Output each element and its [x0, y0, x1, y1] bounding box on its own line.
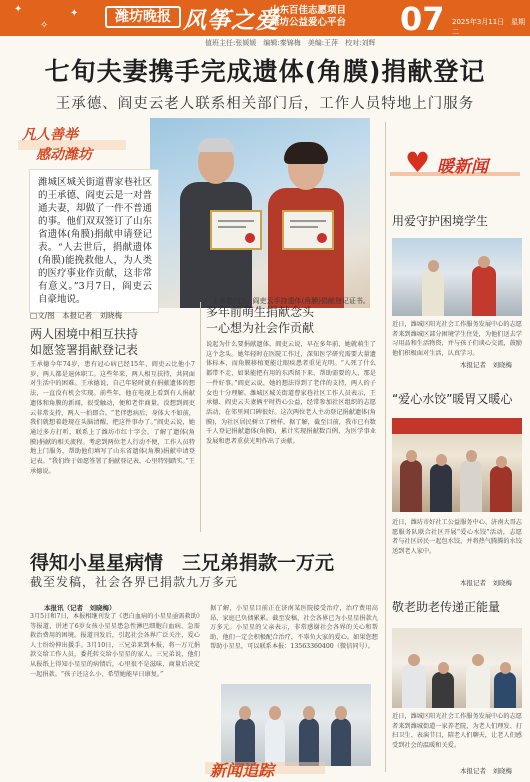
- editor-credits: 值班主任:张媛媛 编辑:秦锦梅 美编:王萍 校对:刘辉: [205, 39, 376, 47]
- sparkle-icon: ✦: [14, 4, 23, 15]
- article-heading: [206, 304, 376, 336]
- masthead-subtitle: [270, 5, 346, 29]
- right-story-body: 近日，潍城区阳光社会工作服务发展中心的志愿者来到潍城区部分困境学生住处，为他们送去学习用品和生活物资，并与孩子们谈心交流，鼓励他们积极面对生活，认真学习。: [392, 321, 522, 357]
- right-story-photo: [392, 418, 522, 512]
- byline: 本报讯（记者 刘晓梅）: [44, 604, 116, 612]
- second-subheadline: 截至发稿，社会各界已捐款九万多元: [30, 575, 239, 589]
- page-number: 07: [400, 0, 445, 38]
- issue-date: 2025年3月11日 星期二: [452, 18, 526, 36]
- article-body: 王承德今年74岁，患有冠心病已经15年，阎吏云比他小7岁，两人都是退休职工。这些年来，两人相互扶持，共同面对生活中的困难。王承德说，自己年轻时就有捐献遗体的想法，一直没有机会实现。前些年，他在电视上看到有人捐献遗体和角膜的新闻，很受触动，便和老伴商量。没想到阎吏云非常支持，两人一拍即合。“老伴患病后，身体大不如前，我们就想着趁现在头脑清醒，把这件事办了。”阎吏云说，她通过多方打听，联系上了潍坊市红十字会，了解了遗体(角膜)捐献的相关流程。考虑到两位老人行动不便，工作人员特地上门服务，帮助他们填写了山东省遗体(角膜)捐献申请登记表。“我们终于如愿签署了捐献登记表，心里特别踏实。”王承德说。: [30, 361, 195, 475]
- sparkle-icon: ✦: [70, 8, 79, 19]
- article-heading: [30, 326, 195, 358]
- warm-news-label: 暖新闻: [437, 157, 488, 177]
- masthead-subtitle-line: 潍坊公益爱心平台: [270, 17, 347, 28]
- badge-line: 凡人善举: [22, 127, 78, 143]
- heart-hands-icon: ♥: [405, 146, 431, 179]
- right-story-credit: 本报记者 刘晓梅: [460, 579, 512, 587]
- main-headline: 七旬夫妻携手完成遗体(角膜)捐献登记: [44, 57, 486, 86]
- right-story-photo: [392, 238, 522, 316]
- right-story-body: 近日，潍坊市好社工公益服务中心、济南大哥志愿服务队联合社区开展“爱心水饺”活动，志愿者与社区居民一起包水饺，并将热气腾腾的水饺送到老人家中。: [392, 519, 522, 555]
- byline: □文/图 本报记者 刘晓梅: [30, 311, 123, 320]
- article-body: 3月5日和7日，本报相继刊发了《患白血病的小星星亟需救助》等报道，讲述了6岁女孩小星星患急性淋巴细胞白血病、急需救治费用的困境。报道刊发后，引起社会各界广泛关注，爱心人士纷纷伸出援手。3月10日，三兄弟来到本报，将一万元捐款交给工作人员，委托转交给小星星的家人。三兄弟说，他们从报纸上得知小星星的病情后，心里很不是滋味，商量后决定一起捐款。“孩子还这么小，希望她能早日康复。”: [30, 613, 200, 678]
- donation-photo: [221, 684, 371, 766]
- second-headline: 得知小星星病情 三兄弟捐款一万元: [30, 552, 335, 574]
- certificate-icon: [210, 210, 262, 250]
- badge-line: 感动潍坊: [36, 147, 92, 163]
- warm-news-logo: [405, 148, 505, 178]
- right-story-body: 近日，潍城区阳光社会工作服务发展中心的志愿者来到潍城街道一家养老院，为老人们理发、打扫卫生、表演节目，陪老人们聊天，让老人们感受到社会的温暖和关爱。: [392, 713, 522, 749]
- right-story-photo: [392, 628, 522, 708]
- main-subheadline: 王承德、阎吏云老人联系相关部门后，工作人员特地上门服务: [55, 96, 475, 112]
- right-story-title: “爱心水饺”暖胃又暖心: [392, 392, 513, 406]
- newspaper-brand: 潍坊晚报: [105, 6, 181, 28]
- right-story-credit: 本报记者 刘晓梅: [460, 361, 512, 369]
- right-story-title: 用爱守护困境学生: [392, 214, 489, 228]
- heading-line: 多年前萌生捐献念头: [206, 305, 315, 319]
- column-badge: [22, 124, 132, 164]
- right-story-title: 敬老助老传递正能量: [392, 600, 501, 614]
- masthead-subtitle-line: 山东百佳志愿项目: [270, 5, 347, 16]
- lead-paragraph: 潍城区城关街道曹家巷社区的王承德、阎吏云是一对普通夫妻，却做了一件不普通的事。他们双双签订了山东省遗体(角膜)捐献申请登记表。“人去世后，捐献遗体(角膜)能挽救他人，为人类的医疗事业作贡献，这非常有意义。”3月7日，阎吏云自豪地说。: [30, 170, 158, 312]
- heading-line: 两人困境中相互扶持: [30, 327, 139, 341]
- column-calligraphy-title: 风筝之爱: [183, 7, 279, 34]
- column-divider: [385, 122, 386, 772]
- heading-line: 如愿签署捐献登记表: [30, 343, 139, 357]
- news-follow-up-logo: 新闻追踪: [210, 761, 275, 780]
- article-body: 据了解，小星星目前正在济南某医院接受治疗，治疗费用高昂，家庭已负债累累。截至发稿，社会各界已为小星星捐款九万多元。小星星的父亲表示，非常感谢社会各界的关心和帮助，他们一定会积极配合治疗，不辜负大家的爱心。如果您想帮助小星星，可以联系本报：13563360400（微信同号）。: [210, 605, 378, 651]
- masthead: [0, 0, 530, 36]
- photo-caption: 王承德(左)、阎吏云手持遗体(角膜)捐献登记证书。: [212, 297, 370, 305]
- couple-photo: [150, 118, 370, 308]
- certificate-icon: [282, 210, 334, 250]
- right-story-credit: 本报记者 刘晓梅: [460, 767, 512, 775]
- sparkle-icon: ✧: [40, 20, 49, 31]
- article-body: 说起为什么要捐献遗体，阎吏云说，早在多年前，她就萌生了这个念头。她年轻时在医院工作过，深知医学研究需要大量遗体标本，而角膜移植更能让眼疾患者重见光明。“人死了什么都带不走，如果能把有用的东西留下来，帮助需要的人，那是一件好事。”阎吏云说，她的想法得到了老伴的支持，两人的子女也十分理解。潍城区城关街道曹家巷社区工作人员表示，王承德、阎吏云夫妻俩平时热心公益，经常参加社区组织的志愿活动，在邻里间口碑很好。这次两位老人主动登记捐献遗体(角膜)，为社区居民树立了榜样。据了解，截至目前，我市已有数千人登记捐献遗体(角膜)，累计实现捐献数百例，为医学事业发展和患者重获光明作出了贡献。: [206, 341, 376, 446]
- column-divider: [200, 302, 201, 532]
- heading-line: 一心想为社会作贡献: [206, 321, 315, 335]
